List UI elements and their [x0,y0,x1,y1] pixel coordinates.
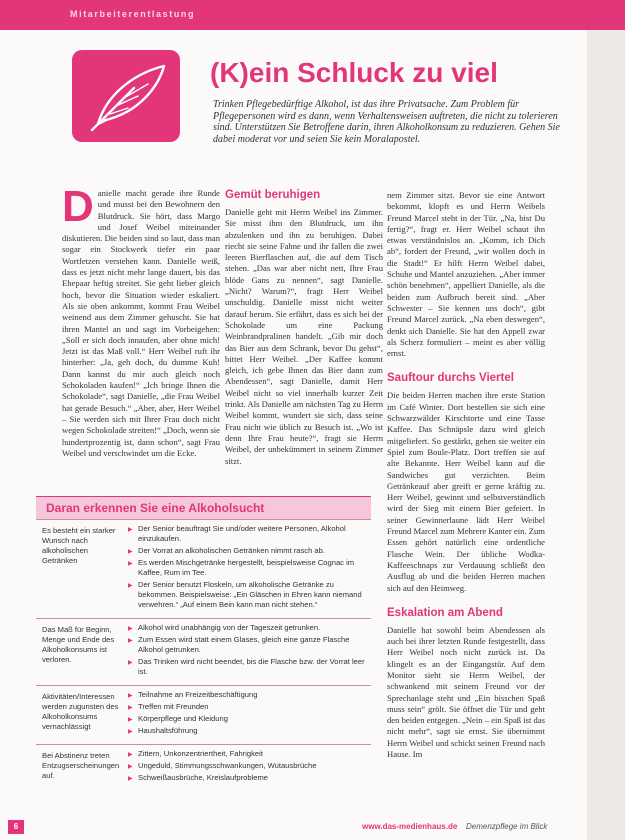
info-box-row-list [128,686,371,744]
list-item: ▶ Der Vorrat an alkoholischen Getränken nimmt rasch ab. [128,546,365,556]
column-1 [62,182,220,459]
column-1-text: anielle macht gerade ihre Runde und musst bei den Bewohnern den Blutdruck. Sie hört, dass Margo und Josef Weibel miteinander diskutieren. Die beiden sind so laut, dass man sogar ein Stockwerk tiefer ein paar Wortfetzen verstehen kann. Danielle weiß, dass es jetzt nicht mehr lange dauert, bis das Ehepaar heftig streitet. Sie geht lieber gleich hoch, bevor die Situation wieder eskaliert. Als sie oben ankommt, kommt Frau Weibel weinend aus dem Zimmer gehuscht. Sie hat ihren Mantel an und sagt im Vorbeigehen: „Soll er sich doch innaufen, aber ohne mich! Jetzt ist das Maß voll.“ Herr Weibel ruft ihr hinterher: „Ja, geh doch, du dumme Kuh! Dann kannst du mir auch gleich noch Schokoladen kaufen!“ „Ich bringe Ihnen die Schokolade“, sagt Danielle, „die Frau Weibel hat gerade Besuch.“ „Aber, aber, Herr Weibel – Sie werden sich mit Ihrer Frau doch nicht wegen Schokolade streiten!“ „Doch, wenn sie hundertprozentig ist, dann schon“, sagt Frau Weibel und verschwindet um die Ecke. [62,188,220,458]
page-footer [0,818,625,840]
list-item: ▶ Alkohol wird unabhängig von der Tageszeit getrunken. [128,623,365,633]
list-item: ▶ Körperpflege und Kleidung [128,714,365,724]
info-box-row-list [128,745,371,791]
list-item: ▶ Zum Essen wird statt einem Glases, gleich eine ganze Flasche Alkohol getrunken. [128,635,365,655]
column-2-text: Danielle geht mit Herrn Weibel ins Zimmer. Sie misst ihm den Blutdruck, um ihn abzulenken und ihn zu beruhigen. Dabei riecht sie seine Fahne und ihr fallen die zwei leeren Bierflaschen auf, die auf dem Tisch stehen. „Das war aber nicht nett, Ihre Frau blöde Gans zu nennen“, sagt Danielle. „Nicht? Warum?“, fragt Herr Weibel unschuldig. Danielle misst nicht weiter darauf herum. Sie erfährt, dass es sich bei der Schokolade um eine Packung Weinbrandpralinen handelt. „Gib mir doch das Bier aus dem Schrank, bevor Du gehst“, bittet Herr Weibel. „Der Kaffee kommt gleich, ich gebe Ihnen das Bier dann zum Abendessen“, sagt Danielle, damit Herr Weibel nicht so viel innerhalb kurzer Zeit trinkt. Als Danielle am nächsten Tag zu Herrn Weibel kommt, wundert sie sich, dass seine Frau nicht wie üblich zu Besuch ist. „Wo ist denn Ihre Frau heute?“, fragt sie Herrn Weibel, der unbekümmert in seinem Zimmer sitzt. [225,207,383,466]
list-item: ▶ Teilnahme an Freizeitbeschäftigung [128,690,365,700]
info-box-row [36,744,371,791]
info-box-row [36,685,371,744]
column-3-intro: nem Zimmer sitzt. Bevor sie eine Antwort bekommt, klopft es und Herrn Weibels Freund Marcel steht in der Tür. „Na, bist Du fertig?“, fragt er. Herr Weibel schaut ihn etwas verständnislos an. „Komm, ich Dich ab“, fordert der Freund, „wir wollen doch in die Stadt!“ Er hilft Herrn Weibel dabei, Schuhe und Mantel anzuziehen. „Aber immer schön benehmen“, appelliert Danielle, als die beiden zum Aufbruch bereit sind. „Aber Schwester – Sie kennen uns doch“, gibt Freund Marcel zurück. „Na eben deswegen“, denkt sich Danielle. Sie hat den Appell zwar als Scherz formuliert – meint es aber völlig ernst. [387,190,545,359]
footer-publication: Demenzpflege im Blick [466,822,548,831]
list-item: ▶ Treffen mit Freunden [128,702,365,712]
feather-logo [72,50,180,142]
list-item: ▶ Der Senior beauftragt Sie und/oder weitere Personen, Alkohol einzukaufen. [128,524,365,544]
section-label: Mitarbeiterentlastung [70,9,196,19]
heading-eskalation: Eskalation am Abend [387,606,503,619]
info-box-row-list [128,520,371,618]
list-item: ▶ Zittern, Unkonzentriertheit, Fahrigkeit [128,749,365,759]
info-box-row-label: Bei Abstinenz treten Entzugserscheinungen auf. [42,751,120,780]
feather-icon [72,50,180,142]
list-item: ▶ Haushaltsführung [128,726,365,736]
header-bar [0,0,625,30]
info-box-row-list [128,619,371,685]
list-item: ▶ Der Senior benutzt Floskeln, um alkoholische Getränke zu bekommen. Beispielsweise: „Ein Gläschen in Ehren kann niemand verwehren.“ „Auf einem Bein kann man nicht stehen.“ [128,580,365,610]
drop-cap: D [62,182,94,231]
column-2 [225,188,383,467]
column-3-para1: Die beiden Herren machen ihre erste Station im Café Winter. Dort bestellen sie sich eine Schwarzwälder Kirschtorte und eine Tasse Kaffee. Das Schnäpsle dazu wird gleich mitgeliefert. So gestärkt, gehen sie weiter ein Spiel zum Boule-Platz. Dort treffen sie auf alte Bekannte. Herr Weibel kann auf die Sandwiches gut verzichten. Beim Getränkeauf aber greift er gerne kräftig zu. Herr Weibel, gewinnt und selbstverständlich wird der Sieg mit einem Bier gefeiert. In seiner Gewinnerlaune lädt Herr Weibel Freund Marcel zum Mehrere Kanter ein. Zum Essen gehört natürlich eine ordentliche Flasche Wein. Der übliche Wodka-Kaffeeschnaps zur Verdauung schließt den Ausflug ab und die beiden Herren machen sich auf den Heimweg. [387,390,545,593]
footer-url[interactable]: www.das-medienhaus.de [362,822,458,831]
info-box-row-label: Aktivitäten/Interessen werden zugunsten des Alkoholkonsums vernachlässigt [42,692,119,731]
heading-gemuet-beruhigen: Gemüt beruhigen [225,189,321,201]
heading-sauftour: Sauftour durchs Viertel [387,372,514,385]
page-number: 6 [8,820,24,834]
column-3-para2: Danielle hat sowohl beim Abendessen als auch bei ihrer letzten Runde festgestellt, dass Herr Weibel noch nicht zurück ist. Da klingelt es an der Eingangstür. Auf dem Monitor sieht sie Herrn Weibel, der schwankend mit seinem Freund vor der Sprechanlage steht und „Ein bisschen Spaß muss sein“ grölt. Sie öffnet die Tür und geht den beiden entgegen. „Nein – ein Spaß ist das nicht mehr“, sagt sie ernst. Sie übernimmt Herrn Weibel und schickt seinen Freund nach Hause. Im [387,624,545,760]
info-box-alkoholsucht [36,496,371,796]
list-item: ▶ Ungeduld, Stimmungsschwankungen, Wutausbrüche [128,761,365,771]
column-3 [387,190,545,760]
list-item: ▶ Schweißausbrüche, Kreislaufprobleme [128,773,365,783]
page-margin-strip [587,30,625,840]
list-item: ▶ Das Trinken wird nicht beendet, bis die Flasche bzw. der Vorrat leer ist. [128,657,365,677]
info-box-title: Daran erkennen Sie eine Alkoholsucht [36,497,371,519]
info-box-row-label: Das Maß für Beginn, Menge und Ende des Alkoholkonsums ist verloren. [42,625,115,664]
article-lead: Trinken Pflegebedürftige Alkohol, ist das ihre Privatsache. Zum Problem für Pflegepersonen wird es dann, wenn Verhaltensweisen auftreten, die nicht zu tolerieren sind. Unterstützen Sie Betroffene darin, ihren Alkoholkonsum zu reduzieren. Gehen Sie dabei moderat vor und seien Sie kein Moralapostel. [213,99,560,145]
info-box-row [36,618,371,685]
info-box-row-label: Es besteht ein starker Wunsch nach alkoholischen Getränken [42,526,116,565]
article-title: (K)ein Schluck zu viel [210,57,498,88]
info-box-row [36,519,371,618]
list-item: ▶ Es werden Mischgetränke hergestellt, beispielsweise Cognac im Kaffee, Rum im Tee. [128,558,365,578]
